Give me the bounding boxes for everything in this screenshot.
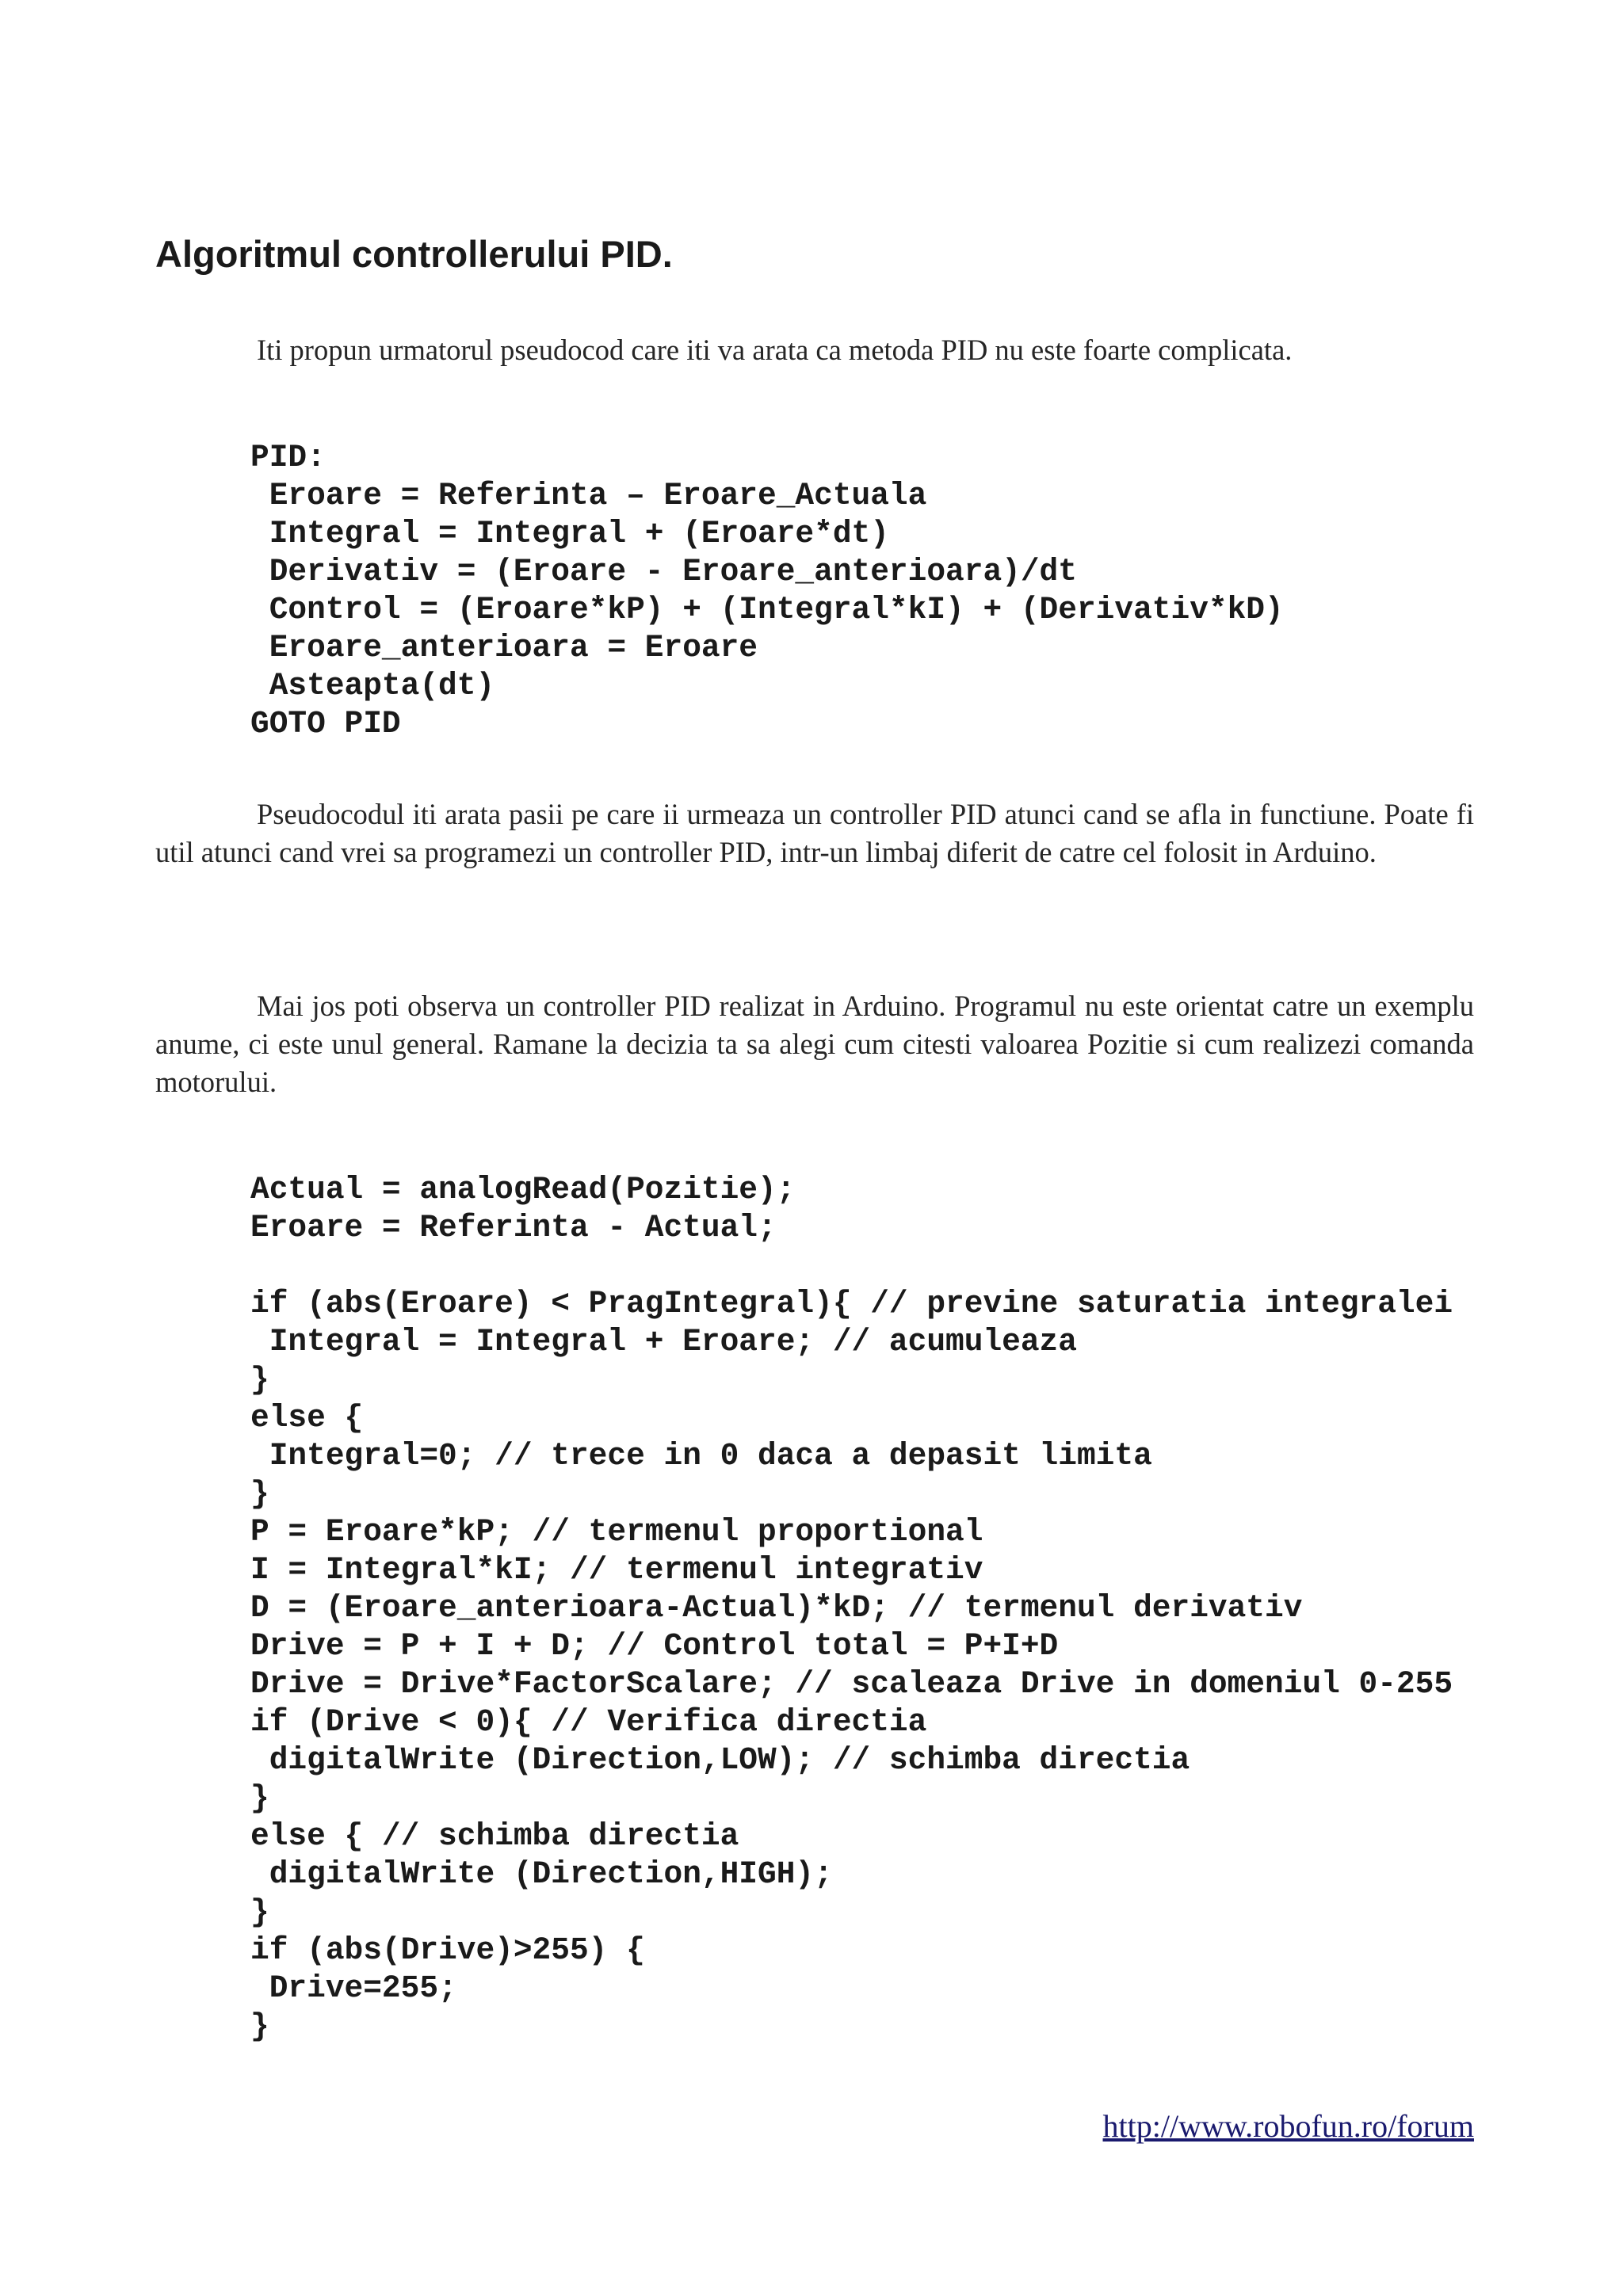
- code-line: I = Integral*kI; // termenul integrativ: [250, 1552, 983, 1588]
- code-line: digitalWrite (Direction,HIGH);: [250, 1856, 833, 1892]
- code-line: }: [250, 1362, 269, 1398]
- code-line: Eroare = Referinta - Actual;: [250, 1210, 777, 1245]
- code-line: [250, 1247, 1453, 1285]
- pseudocode-line: Eroare_anterioara = Eroare: [250, 630, 758, 666]
- code-line: digitalWrite (Direction,LOW); // schimba directia: [250, 1742, 1190, 1778]
- code-line: if (abs(Eroare) < PragIntegral){ // previne saturatia integralei: [250, 1286, 1453, 1322]
- pseudocode-line: PID:: [250, 440, 326, 475]
- pseudocode-line: Derivativ = (Eroare - Eroare_anterioara)/dt: [250, 554, 1077, 589]
- code-line: Actual = analogRead(Pozitie);: [250, 1172, 796, 1207]
- arduino-intro-paragraph: Mai jos poti observa un controller PID realizat in Arduino. Programul nu este orientat catre un exemplu anume, ci este unul general. Ramane la decizia ta sa alegi cum citesti valoarea Pozitie si cum realizezi comanda motorului.: [155, 990, 1474, 1098]
- code-line: D = (Eroare_anterioara-Actual)*kD; // termenul derivativ: [250, 1590, 1303, 1626]
- code-line: Drive = P + I + D; // Control total = P+I+D: [250, 1628, 1059, 1664]
- code-line: Drive = Drive*FactorScalare; // scaleaza Drive in domeniul 0-255: [250, 1666, 1453, 1702]
- code-line: P = Eroare*kP; // termenul proportional: [250, 1514, 983, 1550]
- code-line: else {: [250, 1400, 364, 1436]
- pseudocode-block: [250, 439, 1284, 743]
- intro-paragraph: Iti propun urmatorul pseudocod care iti va arata ca metoda PID nu este foarte complicata.: [257, 334, 1293, 366]
- code-line: }: [250, 1780, 269, 1816]
- code-line: else { // schimba directia: [250, 1818, 739, 1854]
- code-line: Drive=255;: [250, 1970, 457, 2006]
- code-line: }: [250, 1894, 269, 1930]
- code-line: }: [250, 1476, 269, 1512]
- code-line: }: [250, 2008, 269, 2044]
- code-line: if (abs(Drive)>255) {: [250, 1932, 645, 1968]
- arduino-code-block: [250, 1171, 1453, 2046]
- code-line: if (Drive < 0){ // Verifica directia: [250, 1704, 927, 1740]
- pseudocode-line: Eroare = Referinta – Eroare_Actuala: [250, 478, 927, 513]
- code-line: Integral = Integral + Eroare; // acumuleaza: [250, 1324, 1077, 1360]
- pseudocode-line: Integral = Integral + (Eroare*dt): [250, 516, 889, 551]
- pseudocode-line: Asteapta(dt): [250, 668, 495, 704]
- pseudocode-line: Control = (Eroare*kP) + (Integral*kI) + (Derivativ*kD): [250, 592, 1284, 627]
- forum-link[interactable]: http://www.robofun.ro/forum: [1102, 2108, 1474, 2144]
- pseudocode-line: GOTO PID: [250, 706, 401, 742]
- explanation-paragraph: Pseudocodul iti arata pasii pe care ii urmeaza un controller PID atunci cand se afla in functiune. Poate fi util atunci cand vrei sa programezi un controller PID, intr-un limbaj diferit de catre cel folosit in Arduino.: [155, 798, 1474, 868]
- page-title: Algoritmul controllerului PID.: [155, 233, 673, 275]
- code-line: Integral=0; // trece in 0 daca a depasit limita: [250, 1438, 1152, 1474]
